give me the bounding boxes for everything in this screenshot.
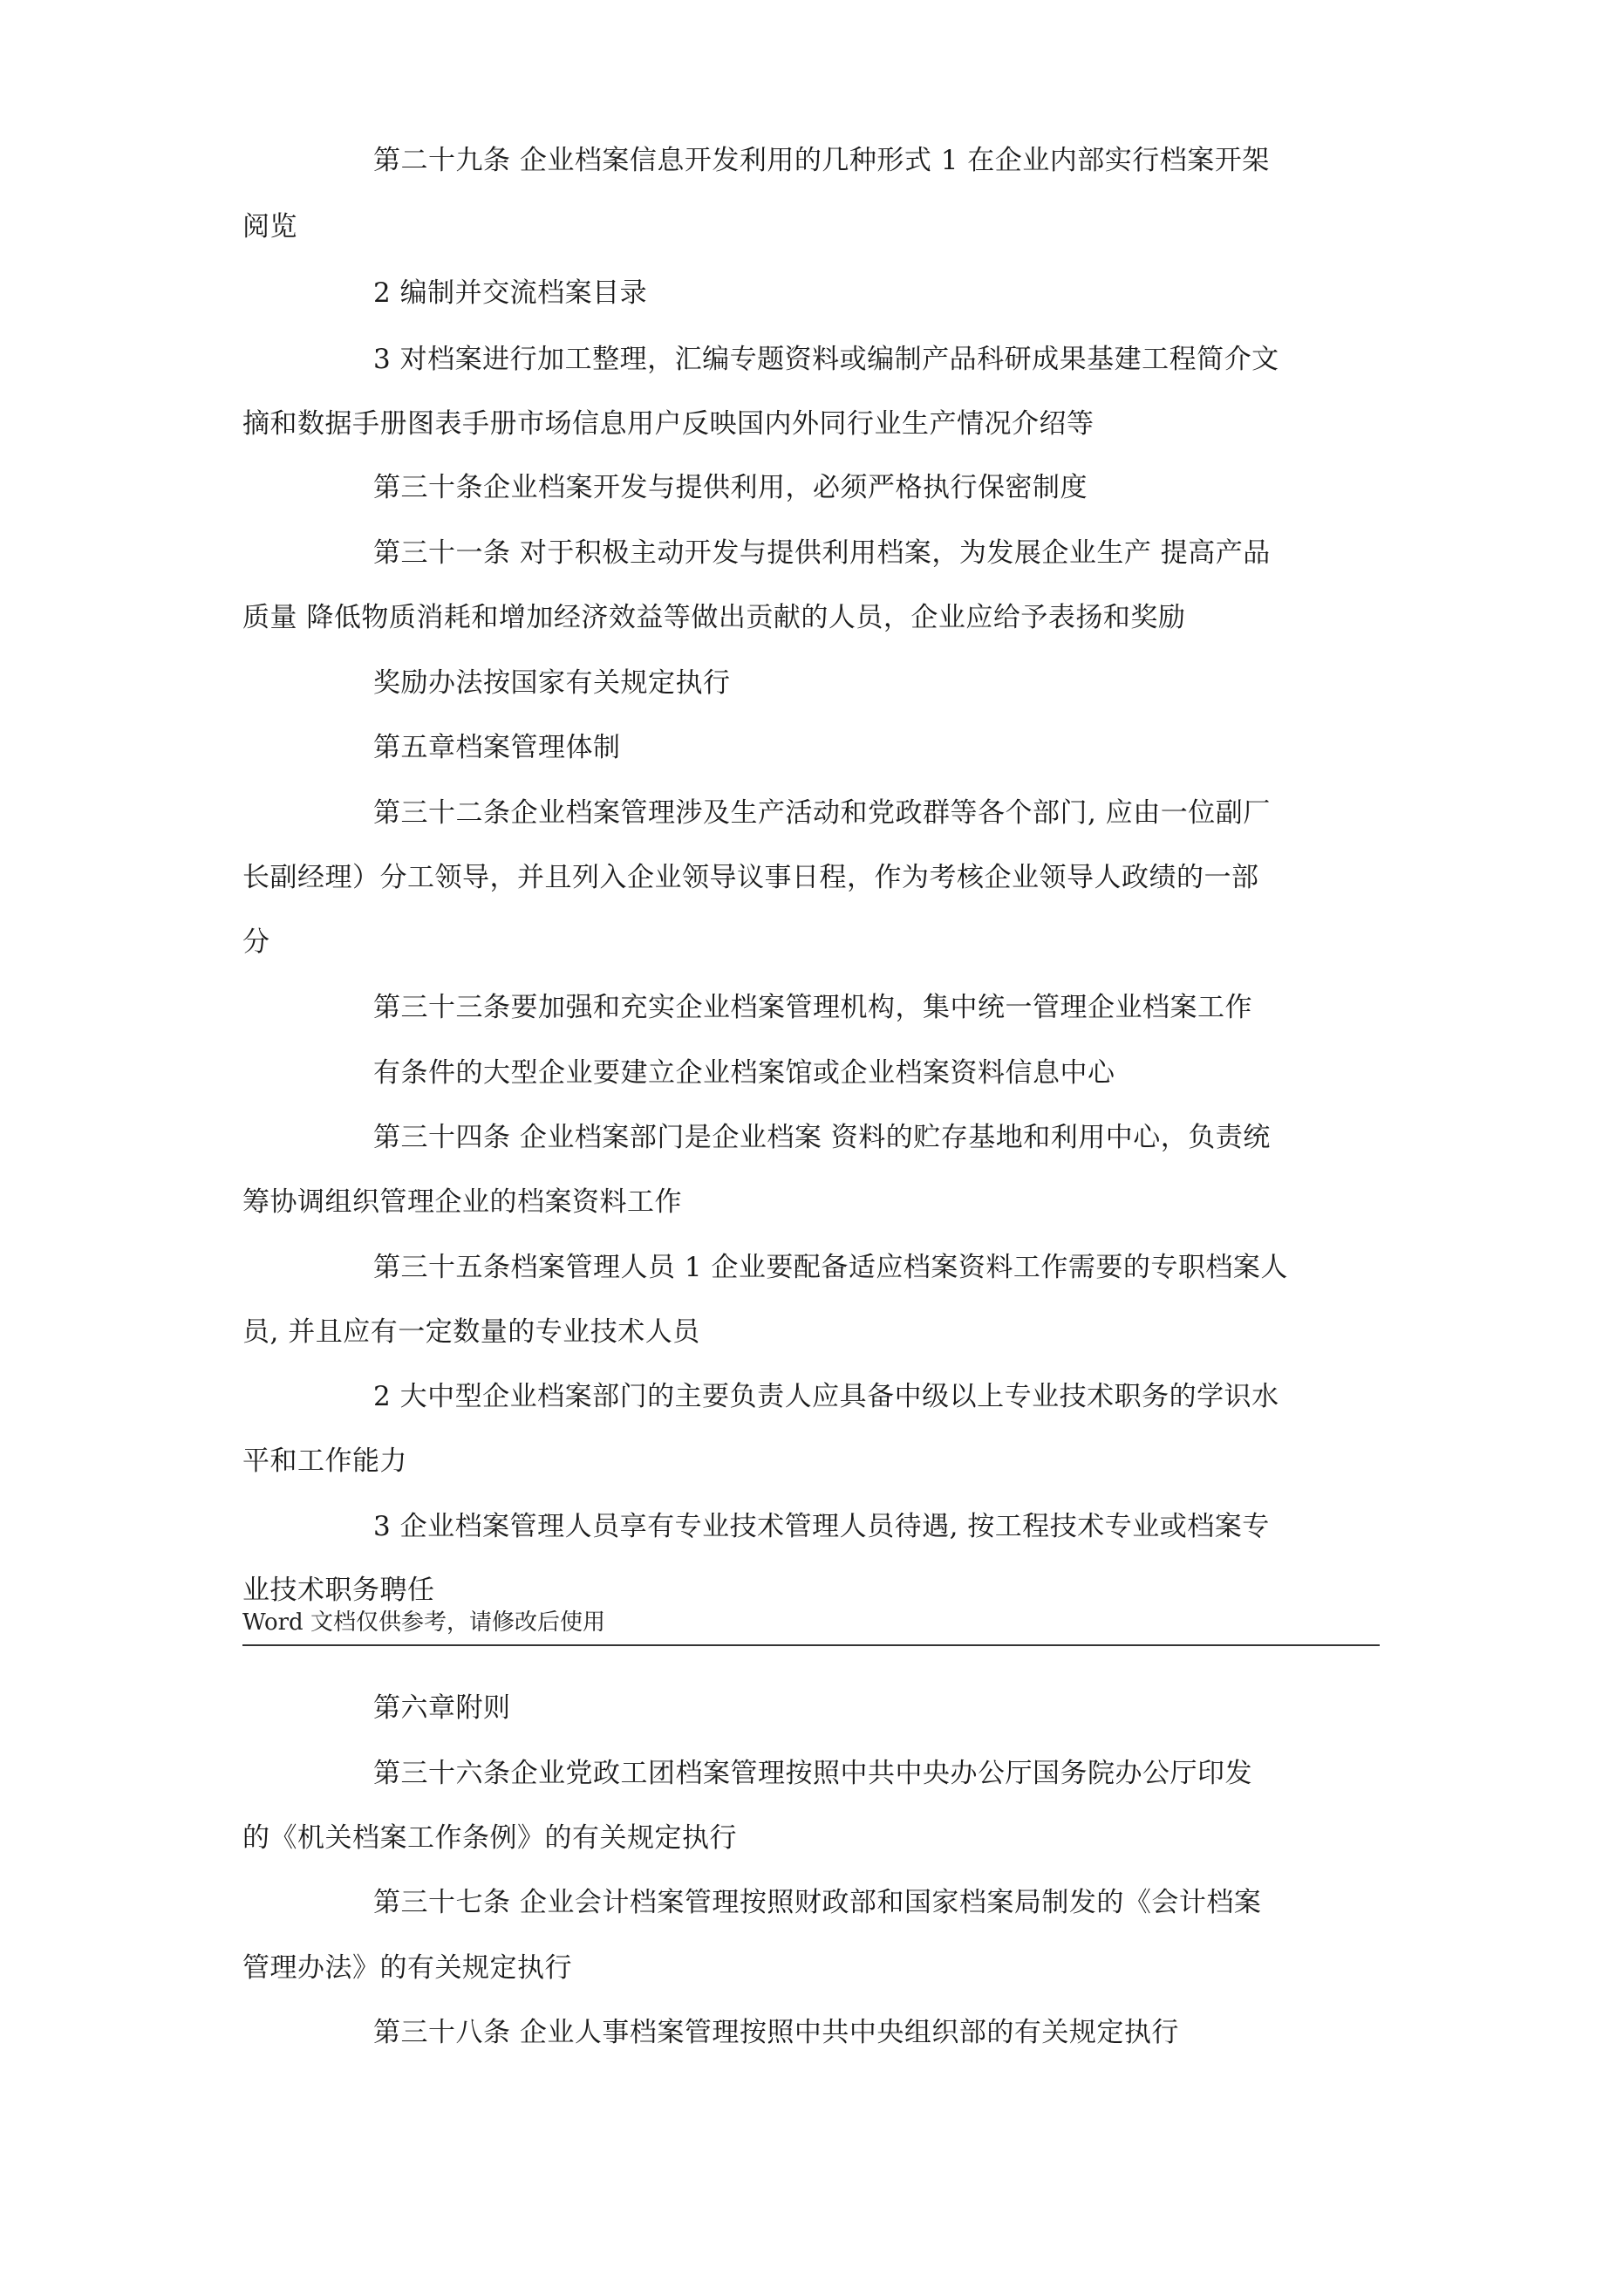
paragraph-line: 筹协调组织管理企业的档案资料工作 [242,1186,682,1218]
paragraph-line: 3 企业档案管理人员享有专业技术管理人员待遇, 按工程技术专业或档案专 [373,1511,1270,1542]
paragraph-line: 奖励办法按国家有关规定执行 [373,667,731,699]
paragraph-line: 第三十四条 企业档案部门是企业档案 资料的贮存基地和利用中心，负责统 [373,1122,1271,1153]
paragraph-line: 第三十六条企业党政工团档案管理按照中共中央办公厅国务院办公厅印发 [373,1758,1252,1789]
paragraph-line: 平和工作能力 [242,1445,407,1477]
paragraph-line: 管理办法》的有关规定执行 [242,1952,572,1984]
paragraph-line: 长副经理）分工领导，并且列入企业领导议事日程，作为考核企业领导人政绩的一部 [242,862,1259,893]
paragraph-line: 2 编制并交流档案目录 [373,277,648,309]
page-footer-note: Word 文档仅供参考，请修改后使用 [242,1609,605,1636]
paragraph-line: 第三十五条档案管理人员 1 企业要配备适应档案资料工作需要的专职档案人 [373,1252,1288,1283]
paragraph-line: 第三十七条 企业会计档案管理按照财政部和国家档案局制发的《会计档案 [373,1887,1262,1918]
chapter-heading: 第五章档案管理体制 [373,732,621,763]
paragraph-line: 员, 并且应有一定数量的专业技术人员 [242,1316,700,1348]
paragraph-line: 第三十条企业档案开发与提供利用，必须严格执行保密制度 [373,472,1088,503]
paragraph-line: 第三十一条 对于积极主动开发与提供利用档案，为发展企业生产 提高产品 [373,537,1271,569]
paragraph-line: 3 对档案进行加工整理，汇编专题资料或编制产品科研成果基建工程简介文 [373,344,1279,375]
paragraph-line: 分 [242,926,270,958]
paragraph-line: 有条件的大型企业要建立企业档案馆或企业档案资料信息中心 [373,1057,1115,1089]
paragraph-line: 摘和数据手册图表手册市场信息用户反映国内外同行业生产情况介绍等 [242,408,1095,440]
paragraph-line: 的《机关档案工作条例》的有关规定执行 [242,1822,737,1854]
paragraph-line: 2 大中型企业档案部门的主要负责人应具备中级以上专业技术职务的学识水 [373,1381,1279,1412]
paragraph-line: 质量 降低物质消耗和增加经济效益等做出贡献的人员，企业应给予表扬和奖励 [242,602,1186,633]
paragraph-line: 阅览 [242,211,297,243]
paragraph-line: 第三十八条 企业人事档案管理按照中共中央组织部的有关规定执行 [373,2017,1179,2048]
paragraph-line: 第三十三条要加强和充实企业档案管理机构，集中统一管理企业档案工作 [373,992,1252,1023]
paragraph-line: 第三十二条企业档案管理涉及生产活动和党政群等各个部门, 应由一位副厂 [373,797,1271,829]
paragraph-line: 业技术职务聘任 [242,1575,435,1606]
chapter-heading: 第六章附则 [373,1692,511,1724]
paragraph-line: 第二十九条 企业档案信息开发利用的几种形式 1 在企业内部实行档案开架 [373,145,1270,176]
footer-divider [242,1644,1380,1646]
